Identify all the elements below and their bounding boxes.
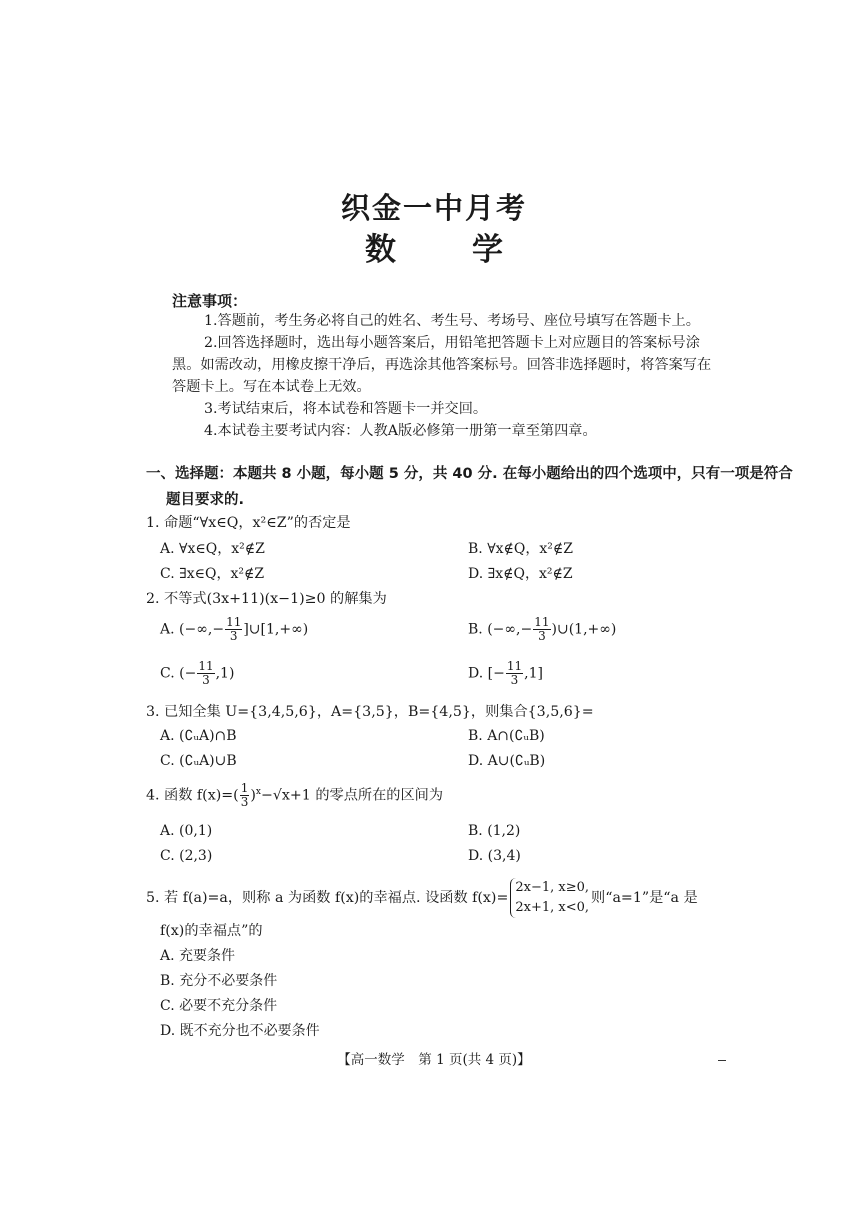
exam-title: 织金一中月考 <box>340 191 527 225</box>
q5-stem-continued: f(x)的幸福点”的 <box>160 923 263 939</box>
q4-option-c: C. (2,3) <box>160 848 213 864</box>
notice-line-6: 4.本试卷主要考试内容：人教A版必修第一册第一章至第四章。 <box>204 423 597 439</box>
subject-char-1: 数 <box>365 232 396 268</box>
page-footer: 【高一数学 第 1 页(共 4 页)】 <box>337 1052 531 1068</box>
q5-option-a: A. 充要条件 <box>160 948 236 964</box>
footer-dash <box>718 1060 726 1061</box>
q5-option-c: C. 必要不充分条件 <box>160 998 278 1014</box>
q4-option-a: A. (0,1) <box>160 823 213 839</box>
notice-line-3: 黑。如需改动，用橡皮擦干净后，再选涂其他答案标号。回答非选择题时，将答案写在 <box>172 357 712 373</box>
q2-option-a: A. (−∞,− $\frac{11}{3}$ ]∪[1,+∞) <box>160 615 309 643</box>
q1-option-c: C. ∃x∈Q，x²∉Z <box>160 566 265 582</box>
section-heading-line-1: 一、选择题：本题共 8 小题，每小题 5 分，共 40 分. 在每小题给出的四个选项中，只有一项是符合 <box>146 466 793 482</box>
q3-option-d: D. A∪(∁ᵤB) <box>468 753 546 769</box>
q5-option-d: D. 既不充分也不必要条件 <box>160 1023 320 1039</box>
q2-stem: 2. 不等式(3x+11)(x−1)≥0 的解集为 <box>146 591 387 607</box>
q5-option-b: B. 充分不必要条件 <box>160 973 278 989</box>
notice-line-4: 答题卡上。写在本试卷上无效。 <box>172 379 371 395</box>
notice-heading: 注意事项： <box>172 292 248 310</box>
q5-stem: 5. 若 f(a)=a，则称 a 为函数 f(x)的幸福点. 设函数 f(x)= 2x−1, x≥0, 2x+1, x<0, 则“a=1”是“a 是 <box>146 878 698 918</box>
q3-option-c: C. (∁ᵤA)∪B <box>160 753 237 769</box>
q4-stem: 4. 函数 f(x)=( $\frac{1}{3}$ )$^x$−√x+1 的零点所在的区间为 <box>146 781 444 809</box>
notice-line-2: 2.回答选择题时，选出每小题答案后，用铅笔把答题卡上对应题目的答案标号涂 <box>204 335 700 351</box>
q3-option-b: B. A∩(∁ᵤB) <box>468 728 545 744</box>
q2-option-d: D. [− $\frac{11}{3}$ ,1] <box>468 659 543 687</box>
q2-option-b: B. (−∞,− $\frac{11}{3}$ )∪(1,+∞) <box>468 615 617 643</box>
subject-char-2: 学 <box>472 232 503 268</box>
section-heading-line-2: 题目要求的. <box>166 492 245 508</box>
q1-option-b: B. ∀x∉Q，x²∉Z <box>468 541 573 557</box>
notice-line-5: 3.考试结束后，将本试卷和答题卡一并交回。 <box>204 401 488 417</box>
q4-option-d: D. (3,4) <box>468 848 521 864</box>
q2-option-c: C. (− $\frac{11}{3}$ ,1) <box>160 659 235 687</box>
q3-option-a: A. (∁ᵤA)∩B <box>160 728 237 744</box>
q1-option-a: A. ∀x∈Q，x²∉Z <box>160 541 265 557</box>
q4-option-b: B. (1,2) <box>468 823 521 839</box>
q1-option-d: D. ∃x∉Q，x²∉Z <box>468 566 573 582</box>
q3-stem: 3. 已知全集 U={3,4,5,6}，A={3,5}，B={4,5}，则集合{3,5,6}= <box>146 704 594 720</box>
q1-stem: 1. 命题“∀x∈Q，x²∈Z”的否定是 <box>146 515 351 531</box>
subject-title <box>0 224 868 269</box>
notice-line-1: 1.答题前，考生务必将自己的姓名、考生号、考场号、座位号填写在答题卡上。 <box>204 313 700 329</box>
piecewise-brace: 2x−1, x≥0, 2x+1, x<0, <box>510 878 589 918</box>
